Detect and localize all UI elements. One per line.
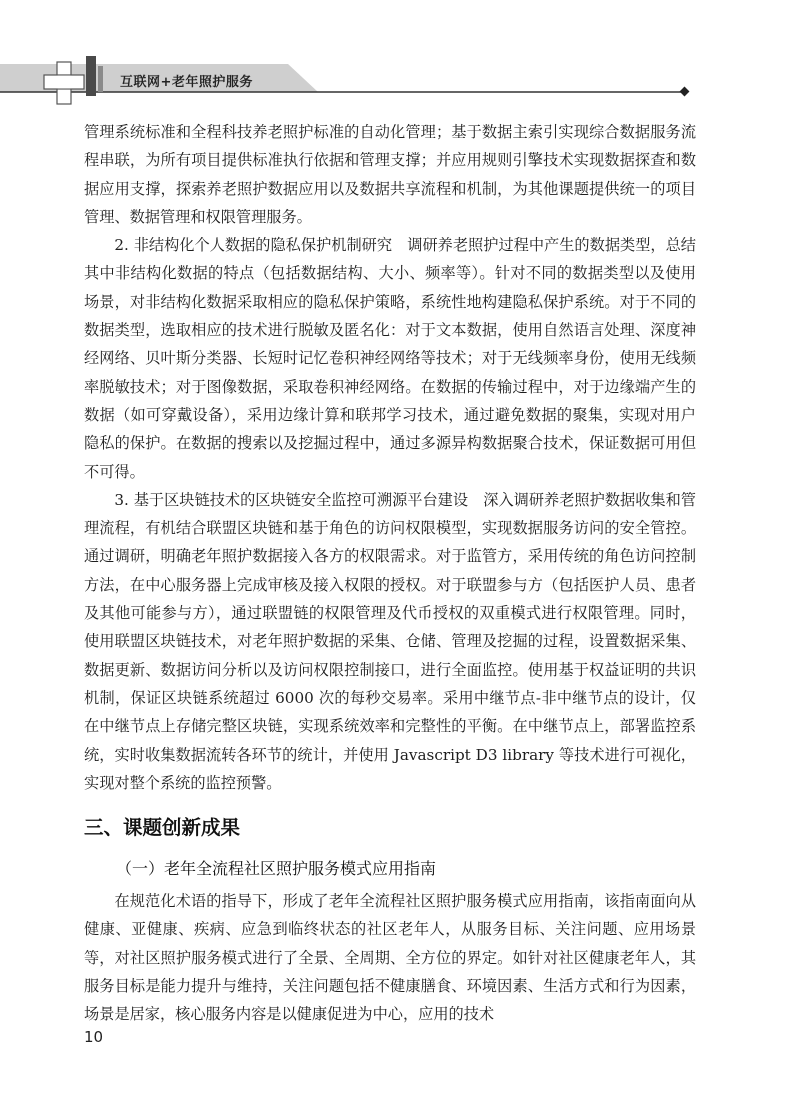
subsection-heading: （一）老年全流程社区照护服务模式应用指南 xyxy=(116,859,437,879)
running-header xyxy=(0,0,790,110)
paragraph-continued: 管理系统标准和全程科技养老照护标准的自动化管理；基于数据主索引实现综合数据服务流程串联，为所有项目提供标准执行依据和管理支撑；并应用规则引擎技术实现数据探查和数据应用支撑，探索养老照护数据应用以及数据共享流程和机制，为其他课题提供统一的项目管理、数据管理和权限管理服务。 xyxy=(84,123,696,226)
header-title: 互联网+老年照护服务 xyxy=(120,75,253,90)
cross-logo-icon xyxy=(44,56,103,104)
rule-end-diamond-icon xyxy=(680,87,690,97)
section-heading: 三、课题创新成果 xyxy=(84,816,241,840)
paragraph-blockchain-platform: 3. 基于区块链技术的区块链安全监控可溯源平台建设 深入调研养老照护数据收集和管理流程，有机结合联盟区块链和基于角色的访问权限模型，实现数据服务访问的安全管控。通过调研，明确老年照护数据接入各方的权限需求。对于监管方，采用传统的角色访问控制方法，在中心服务器上完成审核及接入权限的授权。对于联盟参与方（包括医护人员、患者及其他可能参与方），通过联盟链的权限管理及代币授权的双重模式进行权限管理。同时，使用联盟区块链技术，对老年照护数据的采集、仓储、管理及挖掘的过程，设置数据采集、数据更新、数据访问分析以及访问权限控制接口，进行全面监控。使用基于权益证明的共识机制，保证区块链系统超过 6000 次的每秒交易率。采用中继节点-非中继节点的设计，仅在中继节点上存储完整区块链，实现系统效率和完整性的平衡。在中继节点上，部署监控系统，实时收集数据流转各环节的统计，并使用 Javascript D3 library 等技术进行可视化，实现对整个系统的监控预警。 xyxy=(84,490,696,792)
paragraph-guideline: 在规范化术语的指导下，形成了老年全流程社区照护服务模式应用指南，该指南面向从健康、亚健康、疾病、应急到临终状态的社区老年人，从服务目标、关注问题、应用场景等，对社区照护服务模式进行了全景、全周期、全方位的界定。如针对社区健康老年人，其服务目标是能力提升与维持，关注问题包括不健康膳食、环境因素、生活方式和行为因素，场景是居家，核心服务内容是以健康促进为中心，应用的技术 xyxy=(84,892,696,1024)
paragraph-privacy-mechanism: 2. 非结构化个人数据的隐私保护机制研究 调研养老照护过程中产生的数据类型，总结其中非结构化数据的特点（包括数据结构、大小、频率等）。针对不同的数据类型以及使用场景，对非结构化数据采取相应的隐私保护策略，系统性地构建隐私保护系统。对于不同的数据类型，选取相应的技术进行脱敏及匿名化：对于文本数据，使用自然语言处理、深度神经网络、贝叶斯分类器、长短时记忆卷积神经网络等技术；对于无线频率身份，使用无线频率脱敏技术；对于图像数据，采取卷积神经网络。在数据的传输过程中，对于边缘端产生的数据（如可穿戴设备），采用边缘计算和联邦学习技术，通过避免数据的聚集，实现对用户隐私的保护。在数据的搜索以及挖掘过程中，通过多源异构数据聚合技术，保证数据可用但不可得。 xyxy=(84,236,696,481)
page-number: 10 xyxy=(84,1028,104,1046)
body-text xyxy=(84,118,696,1029)
header-decoration xyxy=(0,0,790,110)
